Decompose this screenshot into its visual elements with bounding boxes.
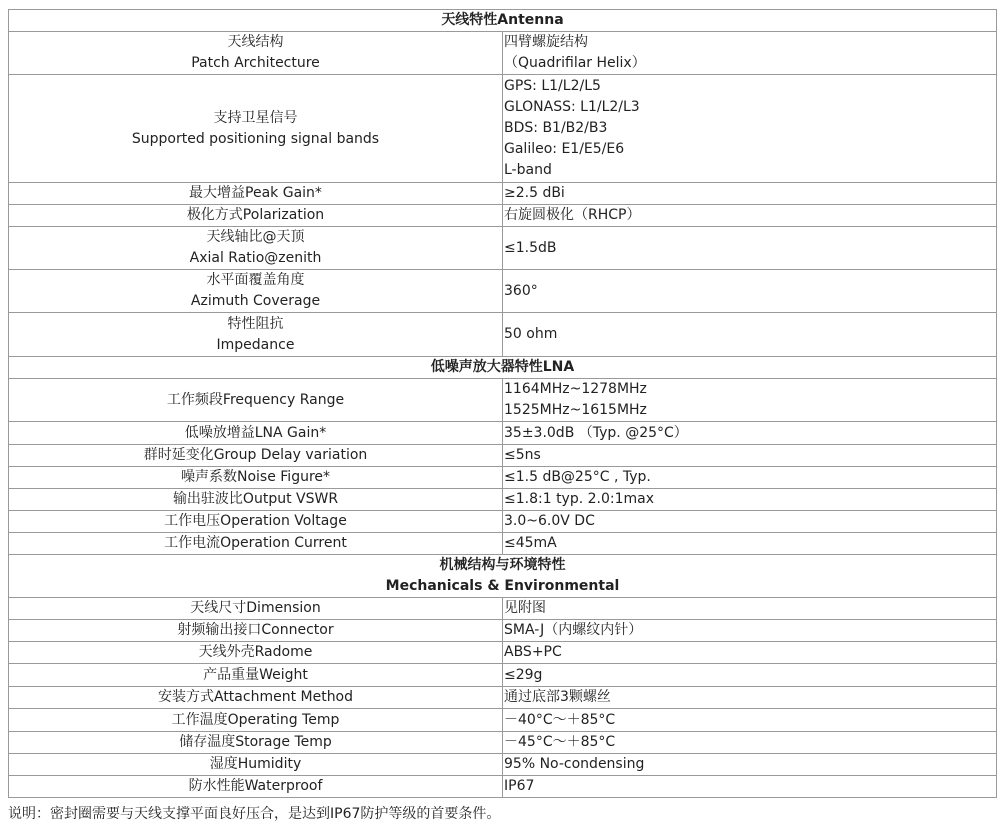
section-header-row xyxy=(9,357,997,379)
parameter-text: 工作频段Frequency Range xyxy=(166,391,345,408)
table-row xyxy=(9,754,997,776)
section-title-line: 机械结构与环境特性 xyxy=(439,557,566,573)
value-cell xyxy=(503,379,997,422)
table-row xyxy=(9,227,997,270)
parameter-text: 群时延变化Group Delay variation xyxy=(143,447,368,463)
parameter-cell xyxy=(9,183,503,205)
parameter-cell xyxy=(9,32,503,75)
parameter-cell xyxy=(9,664,503,687)
value-text: ≤1.8:1 typ. 2.0:1max xyxy=(504,491,655,507)
parameter-cell xyxy=(9,205,503,227)
value-cell xyxy=(503,467,997,489)
value-cell xyxy=(503,754,997,776)
value-cell xyxy=(503,511,997,533)
parameter-text: 天线尺寸Dimension xyxy=(190,600,321,616)
parameter-cell xyxy=(9,533,503,555)
table-row xyxy=(9,620,997,642)
parameter-text: 低噪放增益LNA Gain* xyxy=(184,424,327,441)
parameter-cell xyxy=(9,776,503,798)
parameter-cell xyxy=(9,422,503,445)
table-row xyxy=(9,205,997,227)
parameter-text: 安装方式Attachment Method xyxy=(157,689,354,705)
value-cell xyxy=(503,205,997,227)
value-cell xyxy=(503,664,997,687)
value-cell xyxy=(503,642,997,664)
parameter-cell xyxy=(9,75,503,183)
value-text: 见附图 xyxy=(504,600,546,616)
parameter-cell xyxy=(9,489,503,511)
value-cell xyxy=(503,489,997,511)
parameter-cell xyxy=(9,687,503,709)
value-text: L-band xyxy=(504,162,552,178)
parameter-text: 噪声系数Noise Figure* xyxy=(180,469,331,485)
value-text: 右旋圆极化（RHCP） xyxy=(504,207,641,223)
parameter-text: 极化方式Polarization xyxy=(186,207,325,223)
table-row xyxy=(9,379,997,422)
spec-table xyxy=(8,9,997,798)
parameter-cell xyxy=(9,445,503,467)
table-row xyxy=(9,776,997,798)
parameter-text: 工作电流Operation Current xyxy=(164,535,347,551)
parameter-text: 工作温度Operating Temp xyxy=(171,711,340,728)
value-cell xyxy=(503,183,997,205)
value-cell xyxy=(503,620,997,642)
value-text: 1525MHz~1615MHz xyxy=(504,402,647,418)
value-text: Galileo: E1/E5/E6 xyxy=(504,141,625,157)
parameter-text: 产品重量Weight xyxy=(203,666,308,683)
parameter-text: 水平面覆盖角度 xyxy=(206,272,305,288)
table-row xyxy=(9,467,997,489)
table-row xyxy=(9,709,997,732)
section-title-line: 低噪声放大器特性LNA xyxy=(430,359,575,375)
parameter-cell xyxy=(9,270,503,313)
table-row xyxy=(9,183,997,205)
table-row xyxy=(9,489,997,511)
value-text: （Quadrifilar Helix） xyxy=(504,55,646,71)
value-text: ABS+PC xyxy=(504,644,562,660)
value-text: ≤1.5 dB@25°C , Typ. xyxy=(504,469,651,485)
table-row xyxy=(9,270,997,313)
section-title-line: 天线特性Antenna xyxy=(441,12,564,28)
parameter-text: 特性阻抗 xyxy=(227,315,284,332)
value-text: GLONASS: L1/L2/L3 xyxy=(504,99,640,115)
spec-table-body xyxy=(9,10,997,798)
value-text: 四臂螺旋结构 xyxy=(504,34,588,50)
value-text: ≤29g xyxy=(504,666,543,683)
parameter-cell xyxy=(9,227,503,270)
value-cell xyxy=(503,709,997,732)
parameter-cell xyxy=(9,313,503,357)
parameter-cell xyxy=(9,709,503,732)
value-text: GPS: L1/L2/L5 xyxy=(504,78,601,94)
parameter-cell xyxy=(9,754,503,776)
section-title xyxy=(9,555,997,598)
footnote: 说明：密封圈需要与天线支撑平面良好压合，是达到IP67防护等级的首要条件。 xyxy=(8,806,501,822)
value-text: 3.0~6.0V DC xyxy=(504,513,595,529)
parameter-cell xyxy=(9,511,503,533)
parameter-text: 工作电压Operation Voltage xyxy=(164,513,347,529)
parameter-text: 射频输出接口Connector xyxy=(177,622,334,638)
value-cell xyxy=(503,732,997,754)
parameter-cell xyxy=(9,620,503,642)
value-text: IP67 xyxy=(504,778,535,794)
table-row xyxy=(9,313,997,357)
value-cell xyxy=(503,598,997,620)
section-title xyxy=(9,357,997,379)
table-row xyxy=(9,75,997,183)
parameter-text: 天线外壳Radome xyxy=(198,644,313,660)
table-row xyxy=(9,687,997,709)
value-text: ≤45mA xyxy=(504,535,557,551)
table-row xyxy=(9,533,997,555)
table-row xyxy=(9,445,997,467)
value-cell xyxy=(503,687,997,709)
value-text: 50 ohm xyxy=(504,326,558,342)
section-header-row xyxy=(9,555,997,598)
value-cell xyxy=(503,75,997,183)
value-text: 通过底部3颗螺丝 xyxy=(504,689,611,705)
parameter-text: 防水性能Waterproof xyxy=(188,778,323,794)
value-text: －40°C～＋85°C xyxy=(504,711,616,728)
parameter-text: Axial Ratio@zenith xyxy=(189,250,322,266)
parameter-text: Patch Architecture xyxy=(191,55,320,71)
parameter-text: 输出驻波比Output VSWR xyxy=(172,491,339,507)
section-header-row xyxy=(9,10,997,32)
value-cell xyxy=(503,445,997,467)
section-title-line: Mechanicals & Environmental xyxy=(385,578,620,594)
parameter-text: Supported positioning signal bands xyxy=(131,130,380,147)
value-cell xyxy=(503,422,997,445)
parameter-cell xyxy=(9,642,503,664)
value-cell xyxy=(503,313,997,357)
value-cell xyxy=(503,776,997,798)
parameter-cell xyxy=(9,598,503,620)
parameter-cell xyxy=(9,467,503,489)
table-row xyxy=(9,598,997,620)
parameter-cell xyxy=(9,379,503,422)
value-text: 95% No-condensing xyxy=(504,756,645,772)
value-text: SMA-J（内螺纹内针） xyxy=(504,622,643,638)
section-title xyxy=(9,10,997,32)
table-row xyxy=(9,32,997,75)
parameter-text: 储存温度Storage Temp xyxy=(179,734,332,750)
parameter-text: 最大增益Peak Gain* xyxy=(189,185,322,201)
value-text: BDS: B1/B2/B3 xyxy=(504,120,608,136)
table-row xyxy=(9,664,997,687)
value-cell xyxy=(503,227,997,270)
value-text: －45°C～＋85°C xyxy=(504,734,616,750)
parameter-cell xyxy=(9,732,503,754)
parameter-text: 湿度Humidity xyxy=(209,756,302,772)
table-row xyxy=(9,511,997,533)
value-text: ≤5ns xyxy=(504,447,541,463)
value-text: 360° xyxy=(504,282,538,299)
value-text: ≥2.5 dBi xyxy=(504,185,565,201)
parameter-text: 支持卫星信号 xyxy=(213,109,298,126)
value-text: ≤1.5dB xyxy=(504,239,557,256)
table-row xyxy=(9,642,997,664)
value-cell xyxy=(503,533,997,555)
table-row xyxy=(9,422,997,445)
value-cell xyxy=(503,270,997,313)
parameter-text: Impedance xyxy=(216,336,295,353)
parameter-text: 天线轴比@天顶 xyxy=(206,229,305,245)
value-cell xyxy=(503,32,997,75)
value-text: 1164MHz~1278MHz xyxy=(504,381,647,397)
value-text: 35±3.0dB （Typ. @25°C） xyxy=(504,424,688,441)
parameter-text: 天线结构 xyxy=(227,34,284,50)
parameter-text: Azimuth Coverage xyxy=(190,293,321,309)
table-row xyxy=(9,732,997,754)
